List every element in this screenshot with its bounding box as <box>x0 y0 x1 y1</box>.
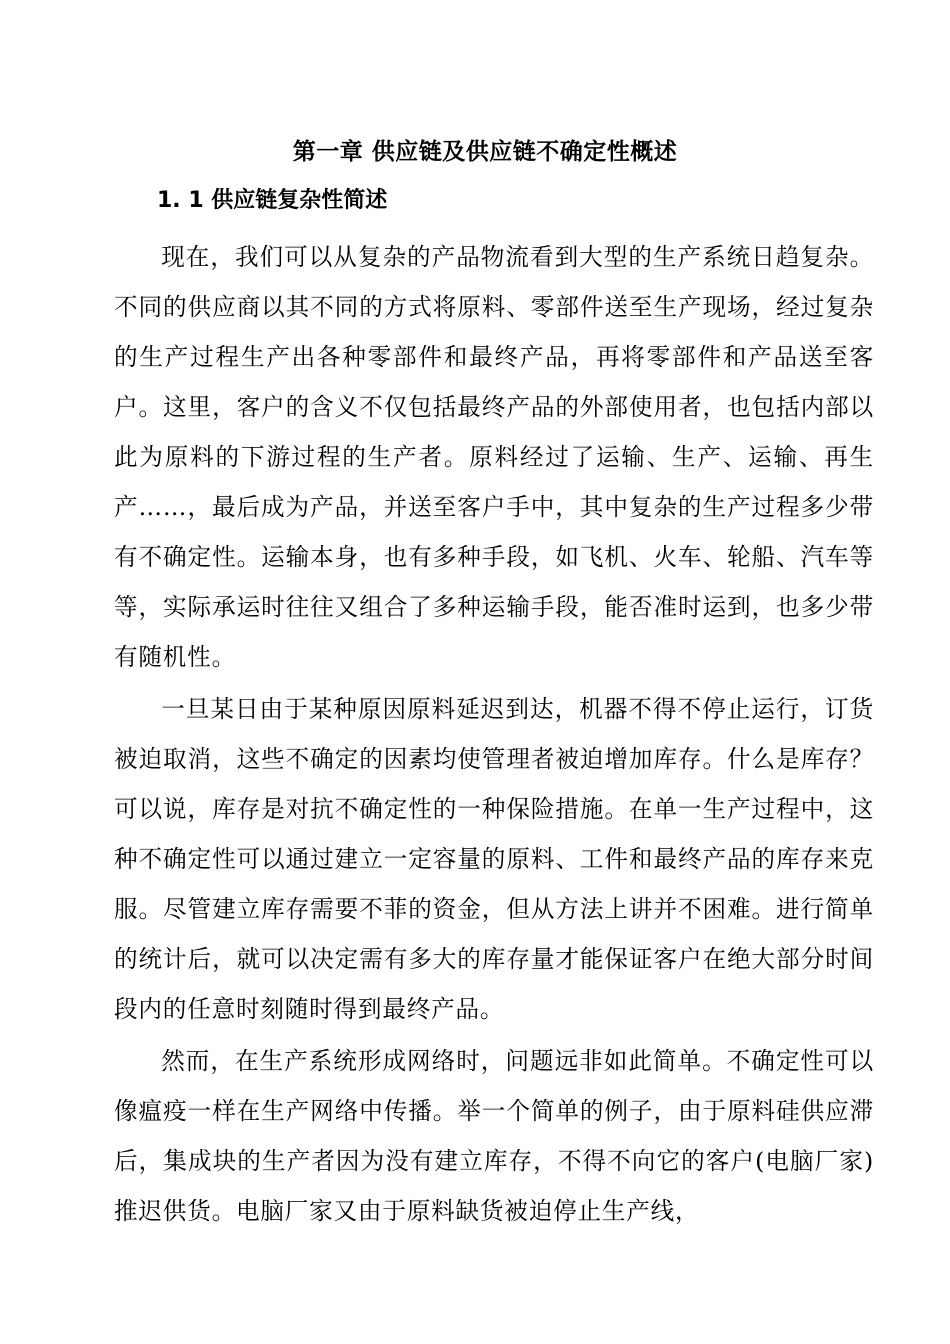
paragraph: 现在，我们可以从复杂的产品物流看到大型的生产系统日趋复杂。不同的供应商以其不同的方式将原料、零部件送至生产现场，经过复杂的生产过程生产出各种零部件和最终产品，再将零部件和产品送至客户。这里，客户的含义不仅包括最终产品的外部使用者，也包括内部以此为原料的下游过程的生产者。原料经过了运输、生产、运输、再生产……，最后成为产品，并送至客户手中，其中复杂的生产过程多少带有不确定性。运输本身，也有多种手段，如飞机、火车、轮船、汽车等等，实际承运时往往又组合了多种运输手段，能否准时运到，也多少带有随机性。 <box>114 243 874 671</box>
chapter-title: 第一章 供应链及供应链不确定性概述 <box>292 139 678 165</box>
section-title: 1. 1 供应链复杂性简述 <box>157 188 388 213</box>
paragraph: 然而，在生产系统形成网络时，问题远非如此简单。不确定性可以像瘟疫一样在生产网络中传播。举一个简单的例子，由于原料硅供应滞后，集成块的生产者因为没有建立库存，不得不向它的客户(电脑厂家)推迟供货。电脑厂家又由于原料缺货被迫停止生产线， <box>114 1047 874 1225</box>
body-text <box>114 232 874 1236</box>
paragraph: 一旦某日由于某种原因原料延迟到达，机器不得不停止运行，订货被迫取消，这些不确定的因素均使管理者被迫增加库存。什么是库存？可以说，库存是对抗不确定性的一种保险措施。在单一生产过程中，这种不确定性可以通过建立一定容量的原料、工件和最终产品的库存来克服。尽管建立库存需要不菲的资金，但从方法上讲并不困难。进行简单的统计后，就可以决定需有多大的库存量才能保证客户在绝大部分时间段内的任意时刻随时得到最终产品。 <box>114 695 874 1023</box>
